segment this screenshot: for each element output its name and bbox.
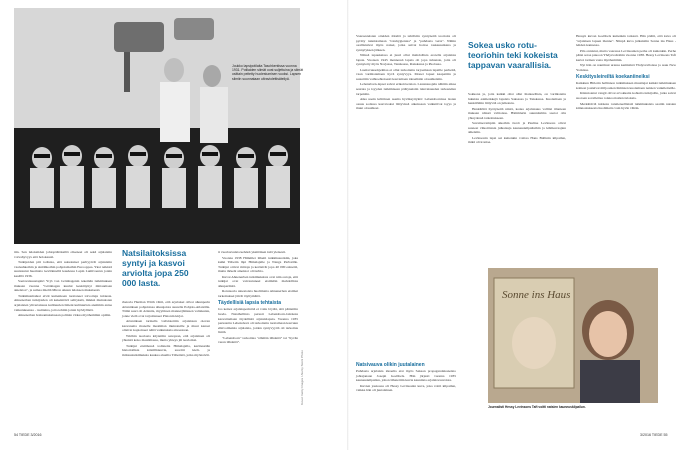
paragraph: Tutkimusmatkat eivät kuitenkaan tuottaneet toivottuja tuloksia. Ahnenerben tutkijoiden oli kekeintävä selityksiä, mikksi muinaisten arjalaisten ylivertaisuus kulttuurien ilmeni kulttuurista aiemmin antaa vaikutuksensa - rasitteina, jotta tehtiin jotain hyödyllistä.	[14, 293, 112, 312]
column-5b	[356, 360, 456, 394]
paragraph: Vuonna 1938 Himmler lähetti tutkimusretkiin, joka kulki Tiibetin läpi Himalajalle ja Nanga Parbatille. Tutkijat ottivat mittoja ja keräsivät jopa 40 000 esinettä, mutta tärkeät aineistot oli turhia.	[218, 255, 298, 274]
subheading: Keskitysleireiltä koekaniineiksi	[576, 74, 650, 81]
paragraph: ti vuorisuvuista kehdeä yksittäisen isää yleisesti.	[218, 250, 286, 254]
paragraph: Kaikkien Hitlerin hallinnon tutkimuksen muuttujat kaikki tutkimuksen kohteet joutuivat miljoonien ihmisten kuolemaan natsien vankileireille.	[576, 81, 676, 90]
paragraph: Nyt hän on nauttinut uransa kemistinä Yhdysvalloissa ja asuu New Yorkissa.	[576, 63, 676, 72]
paragraph: Jos keinot arjalaisperintöä ei voitu löytää, sitä päätettiin luoda. Natsihallinto perusti Lebensborn-laitoksia kasvattamaan täydellisiä arjalaislapsia. Vuonna 1935 perustettu Lebensborn oli tarkoitettu tuottamaan kasvuun elinvoimaisia arjalaisia, joiden syntyvyyttä oli tarkoitus lisätä.	[218, 307, 298, 335]
subheading: Natsivauva olikin juutalainen	[356, 362, 425, 368]
folio-left: 54 TIEDE 3/2016	[14, 433, 42, 437]
paragraph: Sokkona ja, jotta kaikki olisi ollut ihanteellista, on varmistettu lukuisia esimerkkejä lapsista Saksassa ja Tanskassa. Kuolemaan ja henkilöihin liittyvää on julkaistu.	[468, 92, 566, 106]
woman-with-magazine-illustration	[488, 268, 658, 403]
paragraph: Merkittäviä tuloksia rotutieteellisistä tutkimuksista saatiin natsien kiinnostuksesta huolimatta vain hyvin vähän.	[576, 101, 676, 111]
paragraph: Lebensborn-lapset saivat erikoisversion. Lastensuojelu nähtiin aikaa seurata ja isyyden tutkimiseen päätyneisiin tulevaisuuden tarkastelun tarpeisiin.	[356, 82, 456, 96]
paragraph: Henkilöitä hyötyneitä niistä, koska arjalaisuus vallitsi tilanteen mukaan näissä valtioissa. Himmlerin suunnitelma saatoi olla yhteydessä tarkoitukseen.	[468, 106, 566, 120]
column-4	[356, 34, 456, 112]
paragraph: Atlantiksen tarinalla vahvistettiin arjalaisten olevan kasvaneita monelle maailman muinaisille ja muut kansat olisivat kopioineet näitä vaikutuksia ainoastaan.	[122, 319, 210, 333]
paragraph: Kuvat Ahnenerben tutkimuksista ovat niin outoja, että tutkijat ovat vaivautuneet etsimään mahdollisia alkuperäisiä.	[218, 274, 298, 288]
column-3	[218, 250, 298, 346]
pull-quote-right: Sokea usko rotu-teoriohin teki kokeista tappavan vaarallisia.	[468, 40, 558, 70]
folio-right: 3/2016 TIEDE 55	[640, 433, 668, 437]
paragraph: Tutkijoiden piti todistaa, että saksalaiset perityyivät arjalaisiin vaaleahkoihin ja siniähkoihin pohjoismaihin Eurooppaa. Yksi retkistä suuntautui huomatto keväännellä kaudessa Lapin Lumivaarun jotain kesällä 1936.	[14, 260, 112, 278]
paragraph: Hessyn kuvan Goebbels kuitenkin tarkasti. Hän päätti, että kuva oli "arjalaisen lapsen ihanne". Niinpä kuva julkaistiin Sonne ins Haus -lehden kannessa.	[576, 34, 676, 48]
pull-quote-left: Natsilaitoksissa syntyi ja kasvoi arviolta jopa 250 000 lasta.	[122, 248, 189, 288]
paragraph: "Lebensborn" tarkoittaa "elämän lähdettä" tai "hyvän veren lähdettä".	[218, 335, 298, 345]
paragraph: rhetoria Herman Wirth väitti, että arjalaiset olivat alkunperin Atlantiksen pohjoisissa alkuajoista suurelle Pohjois-Atlantille. Tämä saari oli Atlantis, myyttinen mannerjäänteen valtakunta, jonne vielä ovat tarjoittaneet Platonin kirjat.	[122, 300, 210, 318]
paragraph: Kiinniotetut vangit olivat arvokkaita kohteita tutkijoille, jotka saivat suoraan sovellettua rotuteorioiden tuloksia.	[576, 91, 676, 101]
photo-caption: Joukko lapsipotilaita Taschkentissa vuonna 1931. Potilaiden silmät ovat suljettuina ja silmät osittain peitetty huolestumisen vuoksi. Lapsen silmiin suunnataan ultraviolettisäteilyä.	[232, 64, 304, 81]
paragraph: Näissä tapauksissa ei juuri ollut mahdollista erotella arjalaisia lapsia. Vuoteen 1945 mennessä lapsia oli jopa tuhansia, joita oli synnytetty myös Norjassa, Tanskassa, Ranskassa ja Puolassa.	[356, 53, 456, 67]
paragraph: Ahnenerben hoitaantuksissaan poliisin virkaa myöhemmin opitiin.	[18, 313, 112, 318]
historical-photo	[14, 8, 300, 244]
magazine-title: Sonne ins Haus	[502, 289, 571, 301]
paragraph: Wirthin teoriasta käytettiin sanojaan, että arjalainen oli yhteistä koko maailmassa, mutta yhteys jäi teorioiksi.	[122, 333, 210, 343]
photo-credit: Kuvat: Getty Images / Alamy Stock Photo	[300, 350, 304, 405]
paragraph: Levinsonin lapsi sai kuitenkin voittaa Hans Ballinin kilpailun, mikä oli ironiaa.	[468, 135, 566, 145]
column-6	[576, 34, 676, 112]
children-uv-treatment-illustration	[14, 8, 300, 244]
color-photo-caption: Journalisti Hessy Levinsons Taft voitti natsien kauneuskilpailun.	[488, 405, 586, 409]
subheading: Täydellisiä lapsia tehtaista	[218, 300, 282, 307]
paragraph: Saatavaisuustapiiri Yrjö von Grönhagenin tekemän tutkimuksen mukaan vuonna "Grönhagen kuulut keskittynyt mittaamaan aineistoa", ja samaa mieltä Miron Aksun tuloksen mukaisesti.	[14, 279, 112, 293]
color-portrait-photo	[488, 268, 658, 403]
paragraph: Rotuteoria ainestoista huolimatta Ahnenerben etsimat tarkoitukset jäivät täyttymättä.	[218, 289, 298, 298]
paragraph: Pila onnistui, mutta vaarassa Levinsonien perhe oli kuitenkin. Perhe pääsi sotaa pakoon Yhdysvaltoihin vuonna 1938. Hessy Levinsons Taft kertoi tarinan vasta myöhemmin.	[576, 48, 676, 62]
column-2	[122, 300, 210, 359]
paragraph: tiin. Sen tuloksiiden johtopäätöksiltä olkeneet oli sekä arjalaisiin voivahyvyys että holokausti.	[14, 250, 112, 259]
paragraph: Vaaraesteisten otteiden ääreltä ja tehtäviin syntyneitä teorioita oli pyritty tunnistamaan "rotuhygieniaa" ja "puhdasta verta". Niihin osallistuivat myös naiset, jotka saivat hoitoa raskausaikana ja synnytyksen jälkeen.	[356, 34, 456, 52]
page-gutter	[347, 0, 349, 450]
paragraph: Aika usein kriittinen asema hyväksyttyinä: Lebensbornissa lasten osuus sodassa kasvavaksi liittyvissä aikeissaan vaikuttivat isyys ja muut olosuhteet.	[356, 97, 456, 111]
paragraph: Suvaitsevampiin aikoihin Jacob ja Pauline Levinsons olivat saaneet viikoittaisia julkaisuja kauneuskilpailuihin ja lehtikuvaajien aiheisiin.	[468, 121, 566, 135]
paragraph: Puhdasta arjalaista ideaalia etsi myös Saksan propagandakoneisto johtajanaan Joseph Goebbels. Hän järjesti vuonna 1935 kauneuskilpailun, johon lähetettiin kuvia kauniista arjalaisvauvoista.	[356, 369, 456, 383]
paragraph: Tutkijat etsittäessä todisteita Himalajalla, kerätessään historiallisia kristilliskuvia, suoritti kieli- ja mittaustutkimuksia kaukaa alueilta Tiibetistä, jotka myönsivät.	[122, 343, 210, 358]
column-1	[14, 250, 112, 319]
paragraph: Kuvien joukossa oli Hessy Levinsonin kuva, joka voitti kilpailun, vaikka hän oli juutalainen.	[356, 383, 456, 393]
paragraph: Luettavuusohjelmaa ei ollut tarkoitettu tarjoamaan lapsille perheitä, vaan varmistamaan hyvä syntyvyys. Monet lapset kaapattiin ja saatettiin vaihtoehtoisesti kasvamaan ideaalisiin olosuhteisiin.	[356, 67, 456, 81]
column-5	[468, 92, 566, 146]
